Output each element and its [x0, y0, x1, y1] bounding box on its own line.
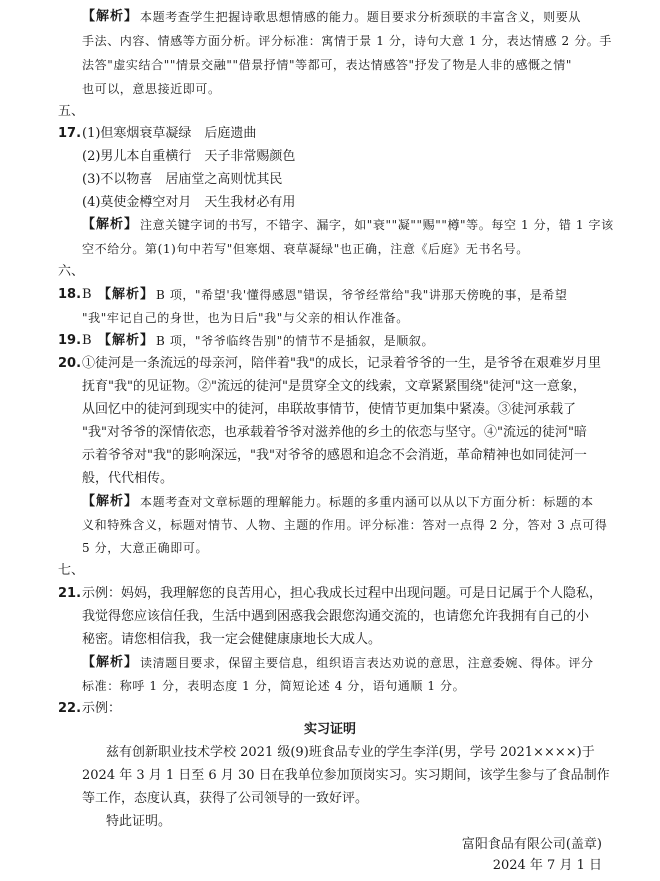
answer-text: ①徒河是一条流远的母亲河，陪伴着"我"的成长，记录着爷爷的一生，是爷爷在艰难岁月里: [82, 356, 601, 371]
section-heading: 七、: [58, 563, 85, 578]
analysis-text: 本题考查学生把握诗歌思想情感的能力。题目要求分析颈联的丰富含义，则要从: [140, 10, 582, 24]
answer-choice: B: [82, 333, 92, 348]
analysis-text: 标准：称呼 1 分，表明态度 1 分，简短论述 4 分，语句通顺 1 分。: [82, 679, 466, 693]
analysis-text: 空不给分。第(1)句中若写"但寒烟、衰草凝绿"也正确，注意《后庭》无书名号。: [82, 242, 529, 256]
analysis-text: 手法、内容、情感等方面分析。评分标准：寓情于景 1 分，诗句大意 1 分，表达情感 2 分。手: [82, 34, 612, 48]
analysis-label: 【解析】: [82, 9, 139, 24]
question-number: 18.: [58, 287, 82, 302]
analysis-text: "我"牢记自己的身世，也为日后"我"与父亲的相认作准备。: [82, 311, 409, 325]
section-heading: 六、: [58, 264, 85, 279]
analysis-text: 也可以，意思接近即可。: [82, 82, 221, 96]
answer-text: 我觉得您应该信任我，生活中遇到困惑我会跟您沟通交流的，也请您允许我拥有自己的小: [82, 609, 590, 624]
certificate-date: 2024 年 7 月 1 日: [492, 858, 602, 873]
analysis-text: 义和特殊含义，标题对情节、人物、主题的作用。评分标准：答对一点得 2 分，答对 3 点可得: [82, 518, 608, 532]
question-number: 19.: [58, 333, 82, 348]
certificate-text: 2024 年 3 月 1 日至 6 月 30 日在我单位参加顶岗实习。实习期间，该学生参与了食品制作: [82, 768, 610, 783]
certificate-organization: 富阳食品有限公司(盖章): [461, 837, 602, 852]
answer-text: 示例：妈妈，我理解您的良苦用心，担心我成长过程中出现问题。可是日记属于个人隐私，: [82, 586, 603, 601]
answer-text: (4)莫使金樽空对月 天生我材必有用: [82, 195, 296, 210]
answer-text: (1)但寒烟衰草凝绿 后庭遗曲: [82, 126, 257, 141]
answer-text: (2)男儿本自重横行 天子非常赐颜色: [82, 149, 296, 164]
analysis-text: 本题考查对文章标题的理解能力。标题的多重内涵可以从以下方面分析：标题的本: [140, 495, 594, 509]
analysis-text: B 项，"希望'我'懂得感恩"错误，爷爷经常给"我"讲那天傍晚的事，是希望: [156, 288, 568, 302]
analysis-text: 5 分，大意正确即可。: [82, 541, 209, 555]
analysis-label: 【解析】: [82, 217, 139, 232]
section-heading: 五、: [58, 104, 85, 119]
answer-text: (3)不以物喜 居庙堂之高则忧其民: [82, 172, 283, 187]
certificate-title: 实习证明: [303, 722, 356, 737]
analysis-label: 【解析】: [98, 287, 155, 302]
certificate-text: 等工作，态度认真，获得了公司领导的一致好评。: [82, 791, 369, 806]
analysis-label: 【解析】: [98, 333, 155, 348]
certificate-text: 特此证明。: [106, 814, 172, 829]
answer-text: 般，代代相传。: [82, 471, 174, 486]
analysis-text: 注意关键字词的书写，不错字、漏字，如"衰""凝""赐""樽"等。每空 1 分，错 1 字该: [140, 218, 614, 232]
analysis-label: 【解析】: [82, 494, 139, 509]
answer-choice: B: [82, 287, 92, 302]
question-number: 22.: [58, 701, 82, 716]
answer-text: 示着爷爷对"我"的影响深远，"我"对爷爷的感恩和追念不会消逝，革命精神也如同徒河一: [82, 448, 587, 463]
analysis-text: B 项，"爷爷临终告别"的情节不是插叙，是顺叙。: [156, 334, 435, 348]
answer-text: 秘密。请您相信我，我一定会健健康康地长大成人。: [82, 632, 382, 647]
question-number: 20.: [58, 356, 82, 371]
question-number: 21.: [58, 586, 82, 601]
answer-text: "我"对爷爷的深情依恋，也承载着爷爷对滋养他的乡土的依恋与坚守。④"流远的徒河"暗: [82, 425, 587, 440]
analysis-text: 读清题目要求，保留主要信息，组织语言表达劝说的意思，注意委婉、得体。评分: [140, 656, 594, 670]
certificate-text: 兹有创新职业技术学校 2021 级(9)班食品专业的学生李洋(男，学号 2021××××)于: [106, 745, 595, 760]
analysis-label: 【解析】: [82, 655, 139, 670]
question-number: 17.: [58, 126, 82, 141]
analysis-text: 法答"虚实结合""情景交融""借景抒情"等都可，表达情感答"抒发了物是人非的感慨之情": [82, 58, 572, 72]
answer-text: 示例：: [82, 701, 122, 716]
answer-text: 抚育"我"的见证物。②"流远的徒河"是贯穿全文的线索，文章紧紧围绕"徒河"这一意象，: [82, 379, 586, 394]
answer-text: 从回忆中的徒河到现实中的徒河，串联故事情节，使情节更加集中紧凑。③徒河承载了: [82, 402, 577, 417]
